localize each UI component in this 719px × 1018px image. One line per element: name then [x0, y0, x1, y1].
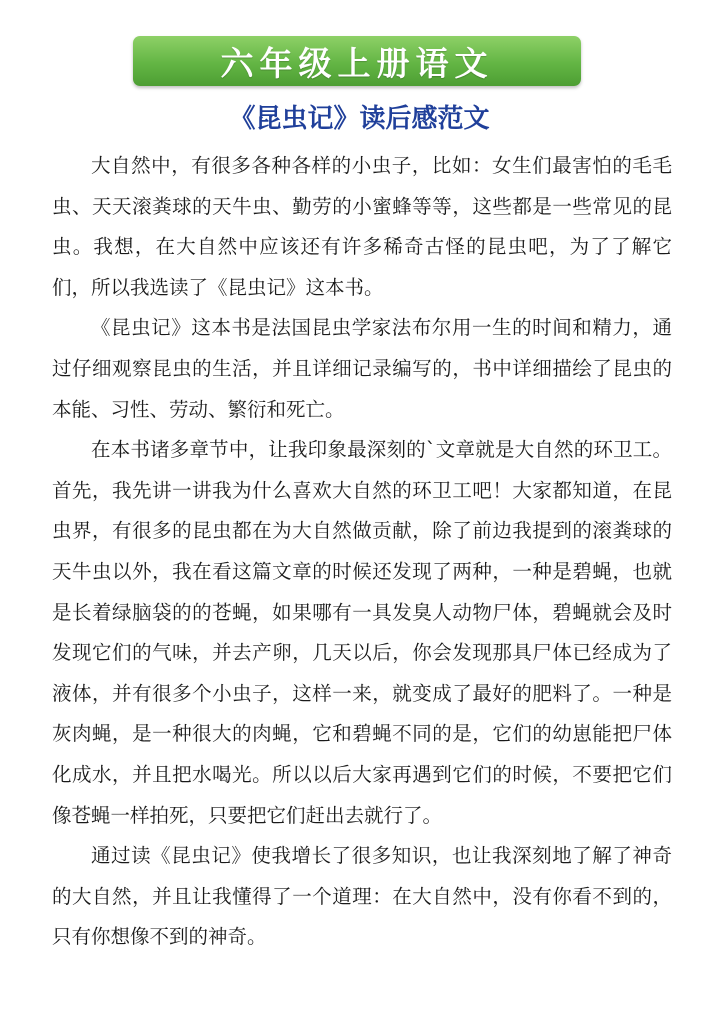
essay-title: 《昆虫记》读后感范文	[229, 104, 490, 134]
paragraph-3: 在本书诸多章节中，让我印象最深刻的`文章就是大自然的环卫工。首先，我先讲一讲我为什么喜欢大自然的环卫工吧！大家都知道，在昆虫界，有很多的昆虫都在为大自然做贡献，除了前边我提到的滚粪球的天牛虫以外，我在看这篇文章的时候还发现了两种，一种是碧蝇，也就是长着绿脑袋的的苍蝇，如果哪有一具发臭人动物尸体，碧蝇就会及时发现它们的气味，并去产卵，几天以后，你会发现那具尸体已经成为了液体，并有很多个小虫子，这样一来，就变成了最好的肥料了。一种是灰肉蝇，是一种很大的肉蝇，它和碧蝇不同的是，它们的幼崽能把尸体化成水，并且把水喝光。所以以后大家再遇到它们的时候，不要把它们像苍蝇一样拍死，只要把它们赶出去就行了。	[52, 438, 672, 827]
paragraph-2: 《昆虫记》这本书是法国昆虫学家法布尔用一生的时间和精力，通过仔细观察昆虫的生活，并且详细记录编写的，书中详细描绘了昆虫的本能、习性、劳动、繁衍和死亡。	[52, 316, 672, 421]
title-banner	[133, 36, 581, 86]
paragraph-1: 大自然中，有很多各种各样的小虫子，比如：女生们最害怕的毛毛虫、天天滚粪球的天牛虫、勤劳的小蜜蜂等等，这些都是一些常见的昆虫。我想，在大自然中应该还有许多稀奇古怪的昆虫吧，为了了解它们，所以我选读了《昆虫记》这本书。	[52, 154, 672, 299]
paragraph-4: 通过读《昆虫记》使我增长了很多知识，也让我深刻地了解了神奇的大自然，并且让我懂得了一个道理：在大自然中，没有你看不到的，只有你想像不到的神奇。	[52, 844, 672, 949]
essay-body	[52, 146, 672, 958]
banner-title: 六年级上册语文	[220, 43, 494, 83]
